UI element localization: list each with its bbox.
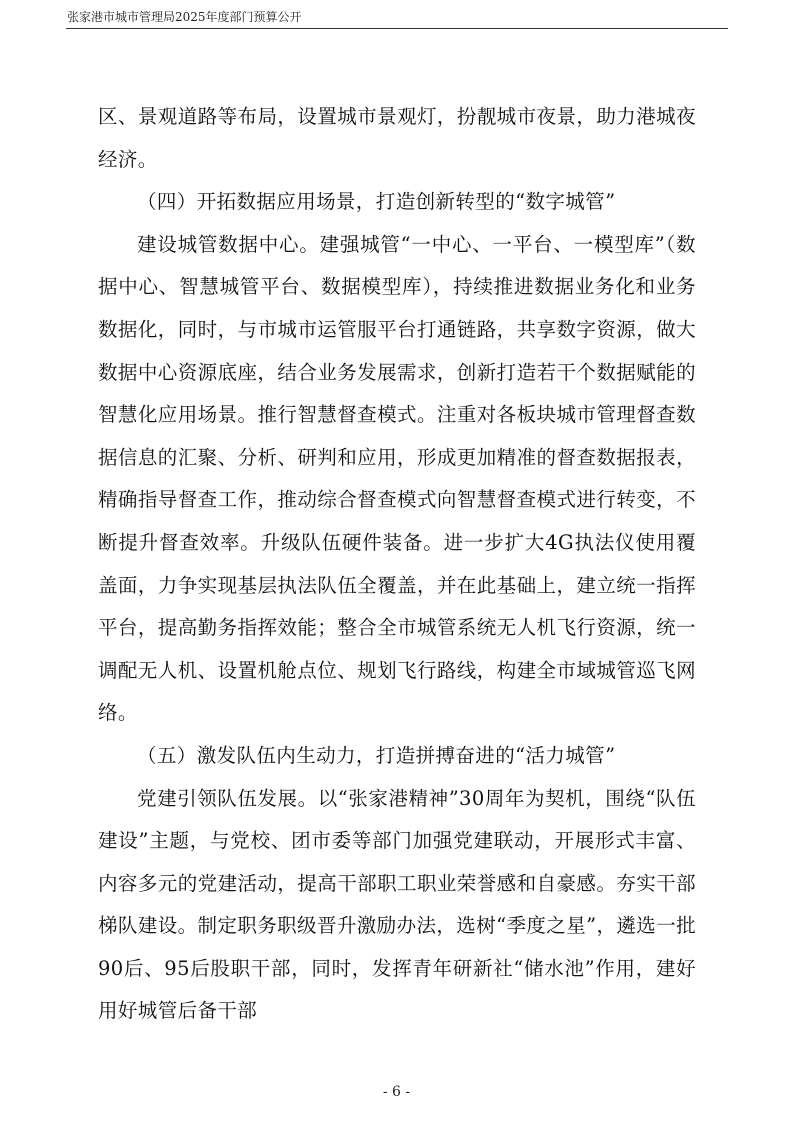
document-body <box>98 96 696 1033</box>
header-divider <box>66 28 728 29</box>
page-header: 张家港市城市管理局2025年度部门预算公开 <box>67 10 302 24</box>
section-4-heading: （四）开拓数据应用场景，打造创新转型的“数字城管” <box>137 190 616 214</box>
section-5-heading: （五）激发队伍内生动力，打造拼搏奋进的“活力城管” <box>137 743 616 767</box>
section-4-paragraph: 建设城管数据中心。建强城管“一中心、一平台、一模型库”（数据中心、智慧城管平台、数据模型库），持续推进数据业务化和业务数据化，同时，与市城市运管服平台打通链路，共享数字资源，做大数据中心资源底座，结合业务发展需求，创新打造若干个数据赋能的智慧化应用场景。推行智慧督查模式。注重对各板块城市管理督查数据信息的汇聚、分析、研判和应用，形成更加精准的督查数据报表，精确指导督查工作，推动综合督查模式向智慧督查模式进行转变，不断提升督查效率。升级队伍硬件装备。进一步扩大4G执法仪使用覆盖面，力争实现基层执法队伍全覆盖，并在此基础上，建立统一指挥平台，提高勤务指挥效能；整合全市城管系统无人机飞行资源，统一调配无人机、设置机舱点位、规划飞行路线，构建全市域城管巡飞网络。 <box>98 232 696 725</box>
page-number: - 6 - <box>382 1084 411 1100</box>
section-5-paragraph: 党建引领队伍发展。以“张家港精神”30周年为契机，围绕“队伍建设”主题，与党校、团市委等部门加强党建联动，开展形式丰富、内容多元的党建活动，提高干部职工职业荣誉感和自豪感。夯实干部梯队建设。制定职务职级晋升激励办法，选树“季度之星”，遴选一批90后、95后股职干部，同时，发挥青年研新社“储水池”作用，建好用好城管后备干部 <box>98 786 696 1023</box>
continuation-paragraph: 区、景观道路等布局，设置城市景观灯，扮靓城市夜景，助力港城夜经济。 <box>98 105 696 171</box>
